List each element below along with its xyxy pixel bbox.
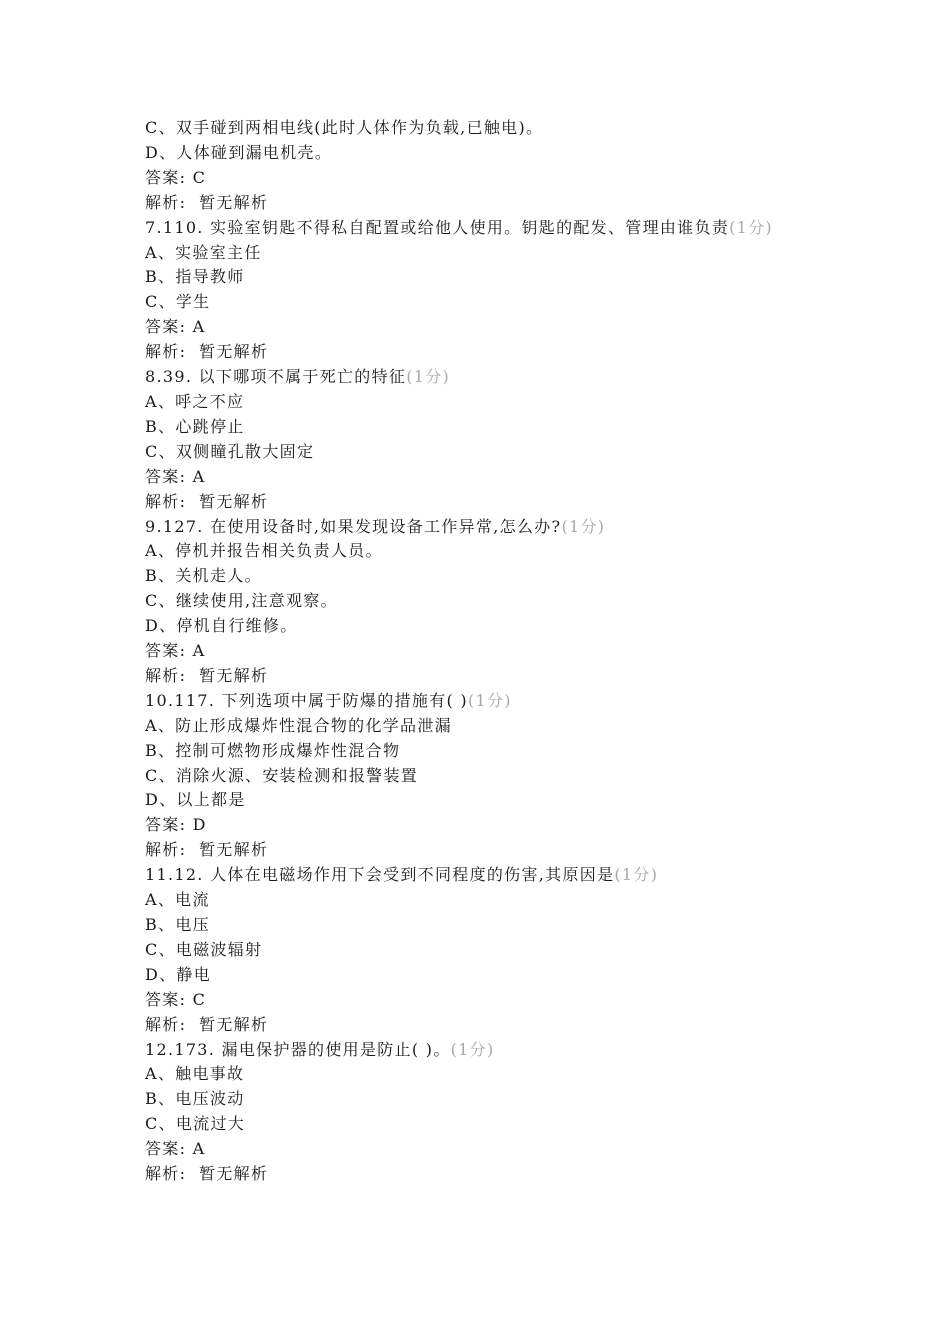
option-line bbox=[145, 116, 825, 141]
question-line bbox=[145, 515, 825, 540]
option-line bbox=[145, 714, 825, 739]
line-text: B、电压波动 bbox=[145, 1089, 245, 1109]
line-text: 解析: 暂无解析 bbox=[145, 192, 269, 212]
option-line bbox=[145, 739, 825, 764]
line-text: C、学生 bbox=[145, 292, 211, 312]
analysis-line bbox=[145, 838, 825, 863]
score-label: (1分) bbox=[450, 1039, 495, 1059]
answer-line bbox=[145, 1137, 825, 1162]
analysis-line bbox=[145, 1162, 825, 1187]
line-text: 8.39. 以下哪项不属于死亡的特征 bbox=[145, 367, 407, 387]
line-text: 解析: 暂无解析 bbox=[145, 840, 269, 860]
answer-line bbox=[145, 315, 825, 340]
score-label: (1分) bbox=[406, 367, 451, 387]
answer-line bbox=[145, 166, 825, 191]
option-line bbox=[145, 1087, 825, 1112]
option-line bbox=[145, 390, 825, 415]
option-line bbox=[145, 788, 825, 813]
line-text: 答案: A bbox=[145, 641, 206, 661]
line-text: B、心跳停止 bbox=[145, 416, 245, 436]
question-line bbox=[145, 1038, 825, 1063]
option-line bbox=[145, 440, 825, 465]
answer-line bbox=[145, 988, 825, 1013]
option-line bbox=[145, 265, 825, 290]
line-text: A、触电事故 bbox=[145, 1064, 245, 1084]
answer-line bbox=[145, 813, 825, 838]
option-line bbox=[145, 290, 825, 315]
score-label: (1分) bbox=[561, 516, 606, 536]
line-text: 答案: A bbox=[145, 317, 206, 337]
option-line bbox=[145, 415, 825, 440]
line-text: B、指导教师 bbox=[145, 267, 245, 287]
line-text: D、人体碰到漏电机壳。 bbox=[145, 142, 333, 162]
line-text: 解析: 暂无解析 bbox=[145, 491, 269, 511]
option-line bbox=[145, 1062, 825, 1087]
line-text: 11.12. 人体在电磁场作用下会受到不同程度的伤害,其原因是 bbox=[145, 865, 615, 885]
line-text: B、控制可燃物形成爆炸性混合物 bbox=[145, 740, 401, 760]
document-page bbox=[145, 116, 825, 1187]
line-text: D、静电 bbox=[145, 964, 212, 984]
line-text: C、消除火源、安装检测和报警装置 bbox=[145, 765, 419, 785]
analysis-line bbox=[145, 664, 825, 689]
option-line bbox=[145, 589, 825, 614]
line-text: 答案: A bbox=[145, 1139, 206, 1159]
option-line bbox=[145, 938, 825, 963]
question-line bbox=[145, 216, 825, 241]
line-text: C、双侧瞳孔散大固定 bbox=[145, 441, 315, 461]
line-text: 答案: A bbox=[145, 466, 206, 486]
question-line bbox=[145, 863, 825, 888]
line-text: C、电磁波辐射 bbox=[145, 939, 263, 959]
line-text: 12.173. 漏电保护器的使用是防止( )。 bbox=[145, 1039, 451, 1059]
score-label: (1分) bbox=[614, 865, 659, 885]
option-line bbox=[145, 1112, 825, 1137]
answer-line bbox=[145, 465, 825, 490]
answer-line bbox=[145, 639, 825, 664]
option-line bbox=[145, 241, 825, 266]
line-text: 10.117. 下列选项中属于防爆的措施有( ) bbox=[145, 690, 468, 710]
line-text: B、关机走人。 bbox=[145, 566, 262, 586]
option-line bbox=[145, 888, 825, 913]
line-text: D、以上都是 bbox=[145, 790, 246, 810]
line-text: 解析: 暂无解析 bbox=[145, 1164, 269, 1184]
line-text: A、停机并报告相关负责人员。 bbox=[145, 541, 383, 561]
line-text: 9.127. 在使用设备时,如果发现设备工作异常,怎么办? bbox=[145, 516, 562, 536]
analysis-line bbox=[145, 191, 825, 216]
line-text: A、实验室主任 bbox=[145, 242, 262, 262]
line-text: A、防止形成爆炸性混合物的化学品泄漏 bbox=[145, 715, 452, 735]
line-text: 答案: D bbox=[145, 815, 207, 835]
line-text: 解析: 暂无解析 bbox=[145, 1014, 269, 1034]
question-line bbox=[145, 689, 825, 714]
option-line bbox=[145, 764, 825, 789]
question-line bbox=[145, 365, 825, 390]
line-text: 答案: C bbox=[145, 989, 207, 1009]
line-text: 解析: 暂无解析 bbox=[145, 342, 269, 362]
line-text: B、电压 bbox=[145, 915, 210, 934]
line-text: A、呼之不应 bbox=[145, 391, 245, 411]
line-text: 解析: 暂无解析 bbox=[145, 665, 269, 685]
line-text: C、电流过大 bbox=[145, 1114, 246, 1134]
analysis-line bbox=[145, 1013, 825, 1038]
line-text: C、双手碰到两相电线(此时人体作为负载,已触电)。 bbox=[145, 118, 544, 137]
option-line bbox=[145, 614, 825, 639]
line-text: 答案: C bbox=[145, 167, 207, 187]
line-text: C、继续使用,注意观察。 bbox=[145, 591, 338, 611]
option-line bbox=[145, 564, 825, 589]
option-line bbox=[145, 963, 825, 988]
option-line bbox=[145, 141, 825, 166]
line-text: 7.110. 实验室钥匙不得私自配置或给他人使用。钥匙的配发、管理由谁负责 bbox=[145, 217, 730, 237]
line-text: A、电流 bbox=[145, 890, 210, 910]
option-line bbox=[145, 913, 825, 938]
score-label: (1分) bbox=[729, 217, 773, 237]
analysis-line bbox=[145, 340, 825, 365]
analysis-line bbox=[145, 490, 825, 515]
line-text: D、停机自行维修。 bbox=[145, 616, 298, 636]
score-label: (1分) bbox=[467, 690, 512, 710]
option-line bbox=[145, 539, 825, 564]
